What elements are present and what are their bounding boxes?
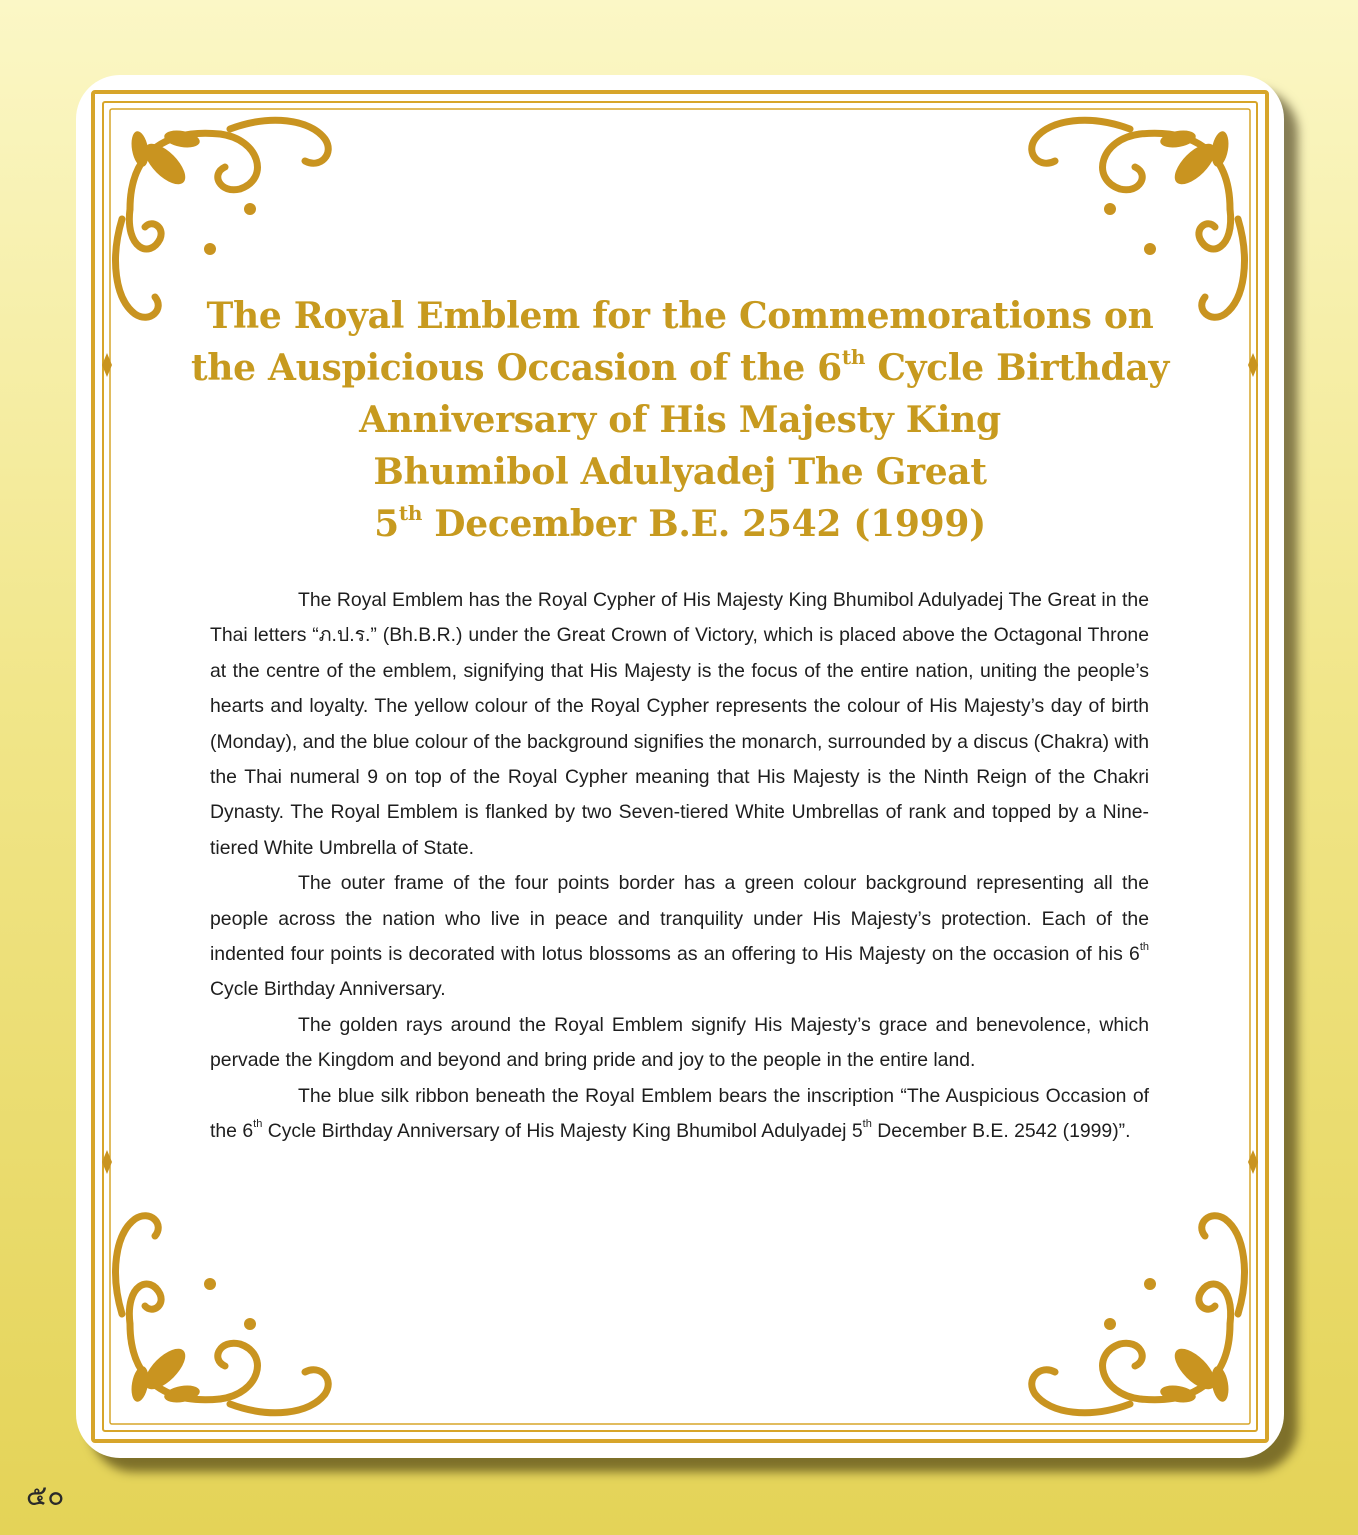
paragraph-golden-rays: The golden rays around the Royal Emblem signify His Majesty’s grace and benevolence, which pervade the Kingdom and beyond and bring pride and joy to the people in the entire land.: [210, 1013, 1149, 1072]
page-title: [166, 290, 1194, 550]
paragraph-royal-cypher: The Royal Emblem has the Royal Cypher of His Majesty King Bhumibol Adulyadej The Great in the Thai letters “ภ.ป.ร.” (Bh.B.R.) under the Great Crown of Victory, which is placed above the Octagonal Throne at the centre of the emblem, signifying that His Majesty is the focus of the entire nation, uniting the people’s hearts and loyalty. The yellow colour of the Royal Cypher represents the colour of His Majesty’s day of birth (Monday), and the blue colour of the background signifies the monarch, surrounded by a discus (Chakra) with the Thai numeral 9 on top of the Royal Cypher meaning that His Majesty is the Ninth Reign of the Chakri Dynasty. The Royal Emblem is flanked by two Seven-tiered White Umbrellas of rank and topped by a Nine-tiered White Umbrella of State.: [210, 589, 1149, 859]
paragraph-outer-frame: The outer frame of the four points border has a green colour background representing all the people across the nation who live in peace and tranquility under His Majesty’s protection. Each of the indented four points is decorated with lotus blossoms as an offering to His Majesty on the occasion of his 6th Cycle Birthday Anniversary.: [210, 872, 1149, 1001]
title-line-2: the Auspicious Occasion of the 6th Cycle Birthday: [190, 345, 1170, 389]
title-line-3: Anniversary of His Majesty King: [359, 399, 1001, 441]
ornament-bottom-left: [110, 1184, 360, 1424]
title-line-5: 5th December B.E. 2542 (1999): [374, 501, 986, 545]
ornament-bottom-right: [1000, 1184, 1250, 1424]
page-number: ๕๐: [26, 1479, 65, 1512]
body-text: [210, 583, 1149, 1150]
paragraph-silk-ribbon: The blue silk ribbon beneath the Royal Emblem bears the inscription “The Auspicious Occasion of the 6th Cycle Birthday Anniversary of His Majesty King Bhumibol Adulyadej 5th December B.E. 2542 (1999)”.: [210, 1084, 1149, 1143]
title-line-1: The Royal Emblem for the Commemorations on: [206, 295, 1154, 337]
page-card: [76, 75, 1284, 1458]
title-line-4: Bhumibol Adulyadej The Great: [373, 451, 987, 493]
